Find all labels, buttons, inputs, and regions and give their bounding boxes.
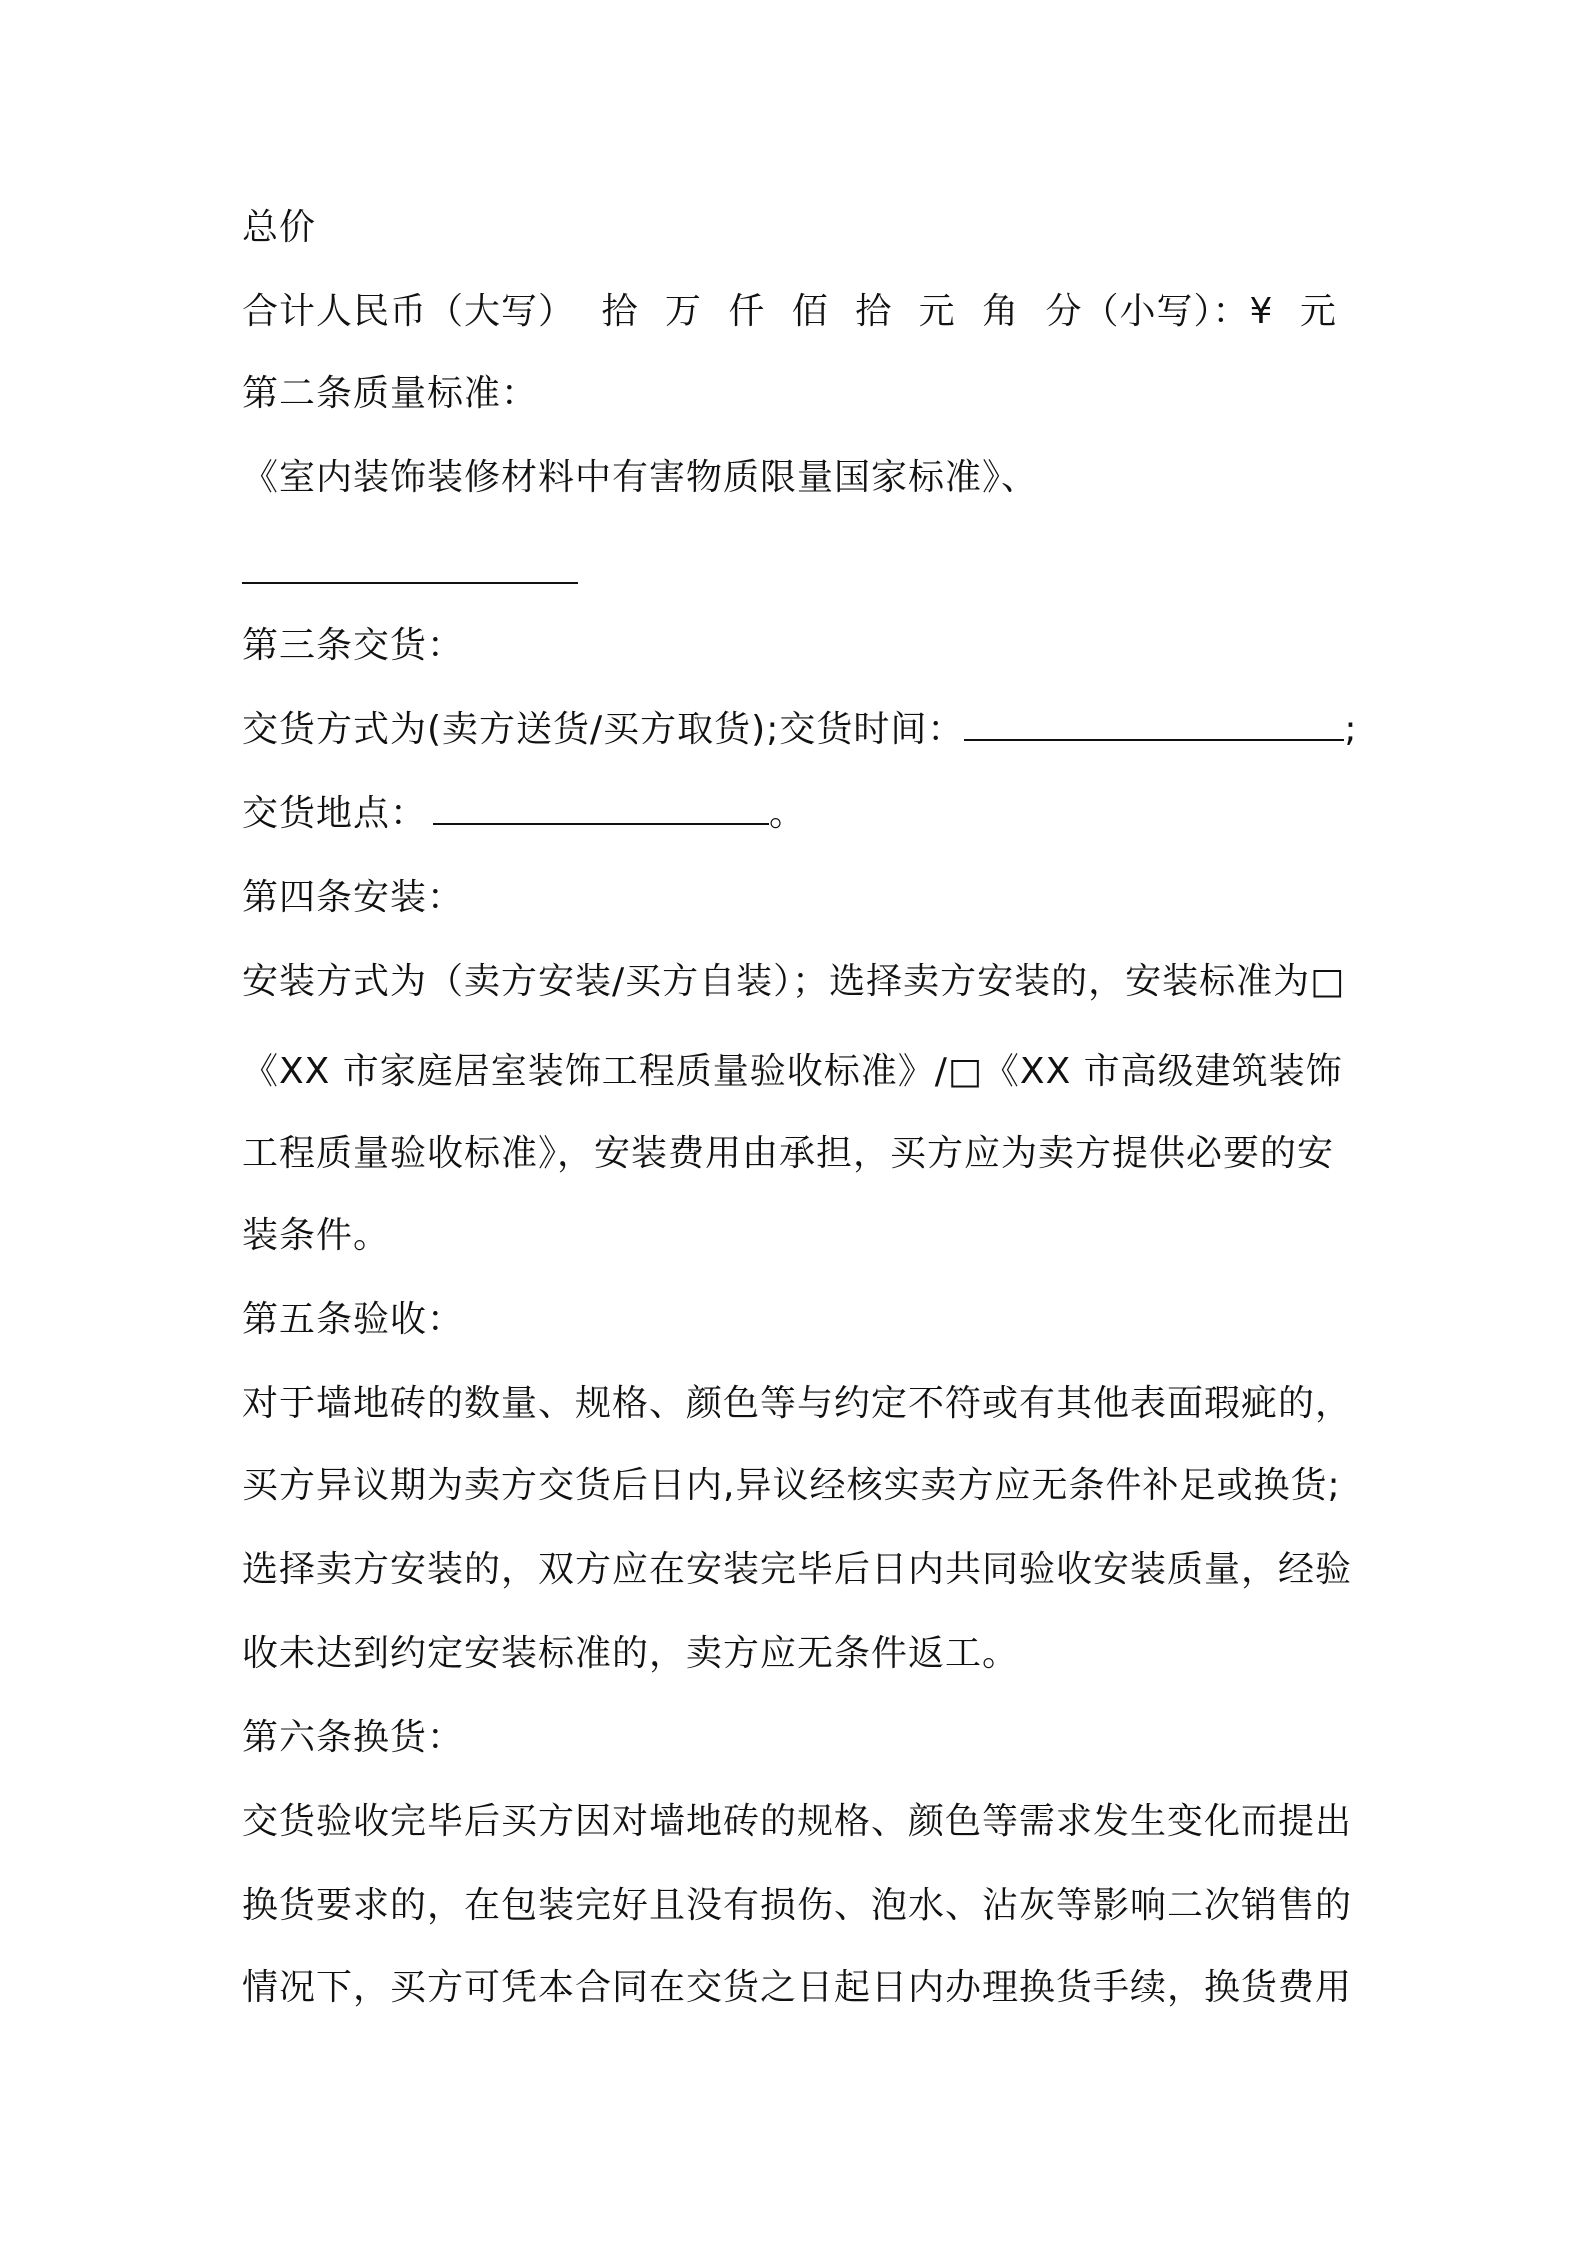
article-4-heading: 第四条安装： bbox=[242, 877, 465, 918]
exchange-line-1: 交货验收完毕后买方因对墙地砖的规格、颜色等需求发生变化而提出 bbox=[242, 1801, 1353, 1842]
exchange-line-2: 换货要求的，在包装完好且没有损伤、泡水、沾灰等影响二次销售的 bbox=[242, 1885, 1353, 1926]
delivery-method-text: 交货方式为(卖方送货/买方取货);交货时间： bbox=[242, 709, 965, 750]
delivery-method-line bbox=[242, 706, 1372, 754]
total-amount-line: 合计人民币（大写） 拾 万 仟 佰 拾 元 角 分（小写）：¥ 元 bbox=[242, 291, 1337, 332]
delivery-place-line bbox=[242, 790, 1372, 838]
acceptance-line-2: 买方异议期为卖方交货后日内,异议经核实卖方应无条件补足或换货; bbox=[242, 1465, 1341, 1506]
installation-line-2: 《XX 市家庭居室装饰工程质量验收标准》/□《XX 市高级建筑装饰 bbox=[242, 1051, 1343, 1092]
delivery-time-blank bbox=[964, 709, 1344, 741]
installation-line-4: 装条件。 bbox=[242, 1215, 391, 1256]
article-2-heading: 第二条质量标准： bbox=[242, 373, 539, 414]
acceptance-line-3: 选择卖方安装的，双方应在安装完毕后日内共同验收安装质量，经验 bbox=[242, 1549, 1353, 1590]
article-6-heading: 第六条换货： bbox=[242, 1717, 465, 1758]
article-5-heading: 第五条验收： bbox=[242, 1299, 465, 1340]
delivery-time-end: ; bbox=[1344, 709, 1358, 750]
delivery-place-label: 交货地点： bbox=[242, 793, 428, 834]
acceptance-line-4: 收未达到约定安装标准的，卖方应无条件返工。 bbox=[242, 1633, 1020, 1674]
delivery-place-blank bbox=[433, 793, 769, 825]
exchange-line-3: 情况下，买方可凭本合同在交货之日起日内办理换货手续，换货费用 bbox=[242, 1967, 1353, 2008]
installation-line-3: 工程质量验收标准》，安装费用由承担，买方应为卖方提供必要的安 bbox=[242, 1133, 1335, 1174]
installation-line-1: 安装方式为（卖方安装/买方自装）；选择卖方安装的，安装标准为□ bbox=[242, 961, 1346, 1002]
blank-fill-line bbox=[242, 582, 578, 584]
total-price-heading: 总价 bbox=[242, 207, 317, 248]
delivery-place-end: 。 bbox=[769, 793, 807, 834]
article-3-heading: 第三条交货： bbox=[242, 625, 465, 666]
quality-standard-line: 《室内装饰装修材料中有害物质限量国家标准》、 bbox=[242, 457, 1039, 498]
acceptance-line-1: 对于墙地砖的数量、规格、颜色等与约定不符或有其他表面瑕疵的， bbox=[242, 1383, 1353, 1424]
